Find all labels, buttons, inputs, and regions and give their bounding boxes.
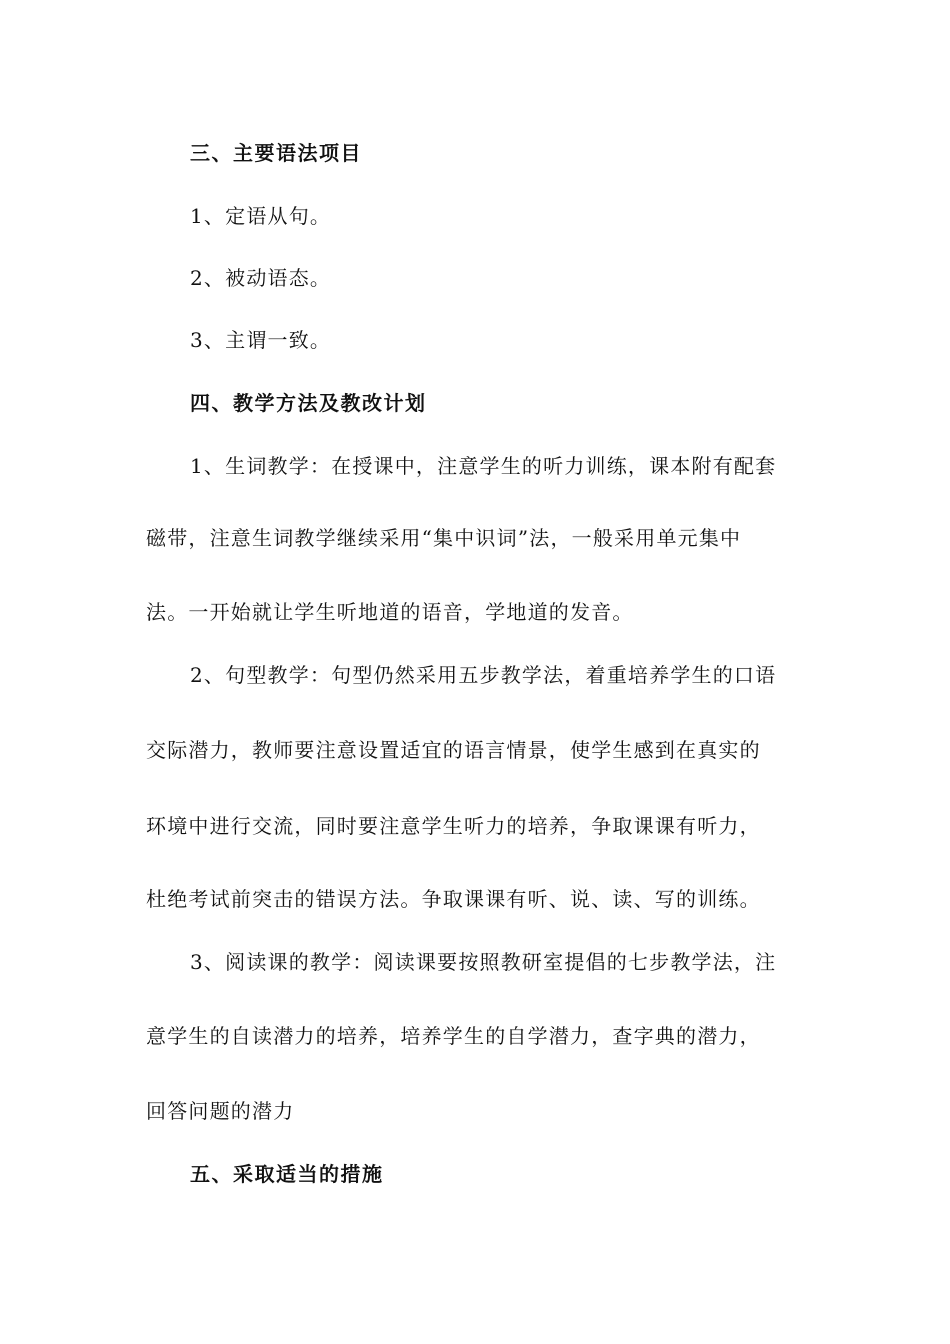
- sentence-paragraph-line-1: 2、句型教学：句型仍然采用五步教学法，着重培养学生的口语: [190, 663, 777, 687]
- sentence-paragraph-line-4: 杜绝考试前突击的错误方法。争取课课有听、说、读、写的训练。: [146, 887, 761, 911]
- section-heading-methods: 四、教学方法及教改计划: [190, 391, 427, 415]
- vocab-paragraph-line-2: 磁带，注意生词教学继续采用“集中识词”法，一般采用单元集中: [146, 526, 742, 550]
- grammar-item-3: 3、主谓一致。: [190, 328, 332, 352]
- section-heading-grammar: 三、主要语法项目: [190, 141, 362, 165]
- reading-paragraph-line-3: 回答问题的潜力: [146, 1099, 295, 1123]
- grammar-item-2: 2、被动语态。: [190, 266, 332, 290]
- reading-paragraph-line-1: 3、阅读课的教学：阅读课要按照教研室提倡的七步教学法，注: [190, 950, 777, 974]
- sentence-paragraph-line-3: 环境中进行交流，同时要注意学生听力的培养，争取课课有听力，: [146, 814, 761, 838]
- vocab-paragraph-line-1: 1、生词教学：在授课中，注意学生的听力训练，课本附有配套: [190, 454, 777, 478]
- section-heading-measures: 五、采取适当的措施: [190, 1162, 384, 1186]
- vocab-paragraph-line-3: 法。一开始就让学生听地道的语音，学地道的发音。: [146, 600, 634, 624]
- sentence-paragraph-line-2: 交际潜力，教师要注意设置适宜的语言情景，使学生感到在真实的: [146, 738, 761, 762]
- reading-paragraph-line-2: 意学生的自读潜力的培养，培养学生的自学潜力，查字典的潜力，: [146, 1024, 761, 1048]
- grammar-item-1: 1、定语从句。: [190, 204, 332, 228]
